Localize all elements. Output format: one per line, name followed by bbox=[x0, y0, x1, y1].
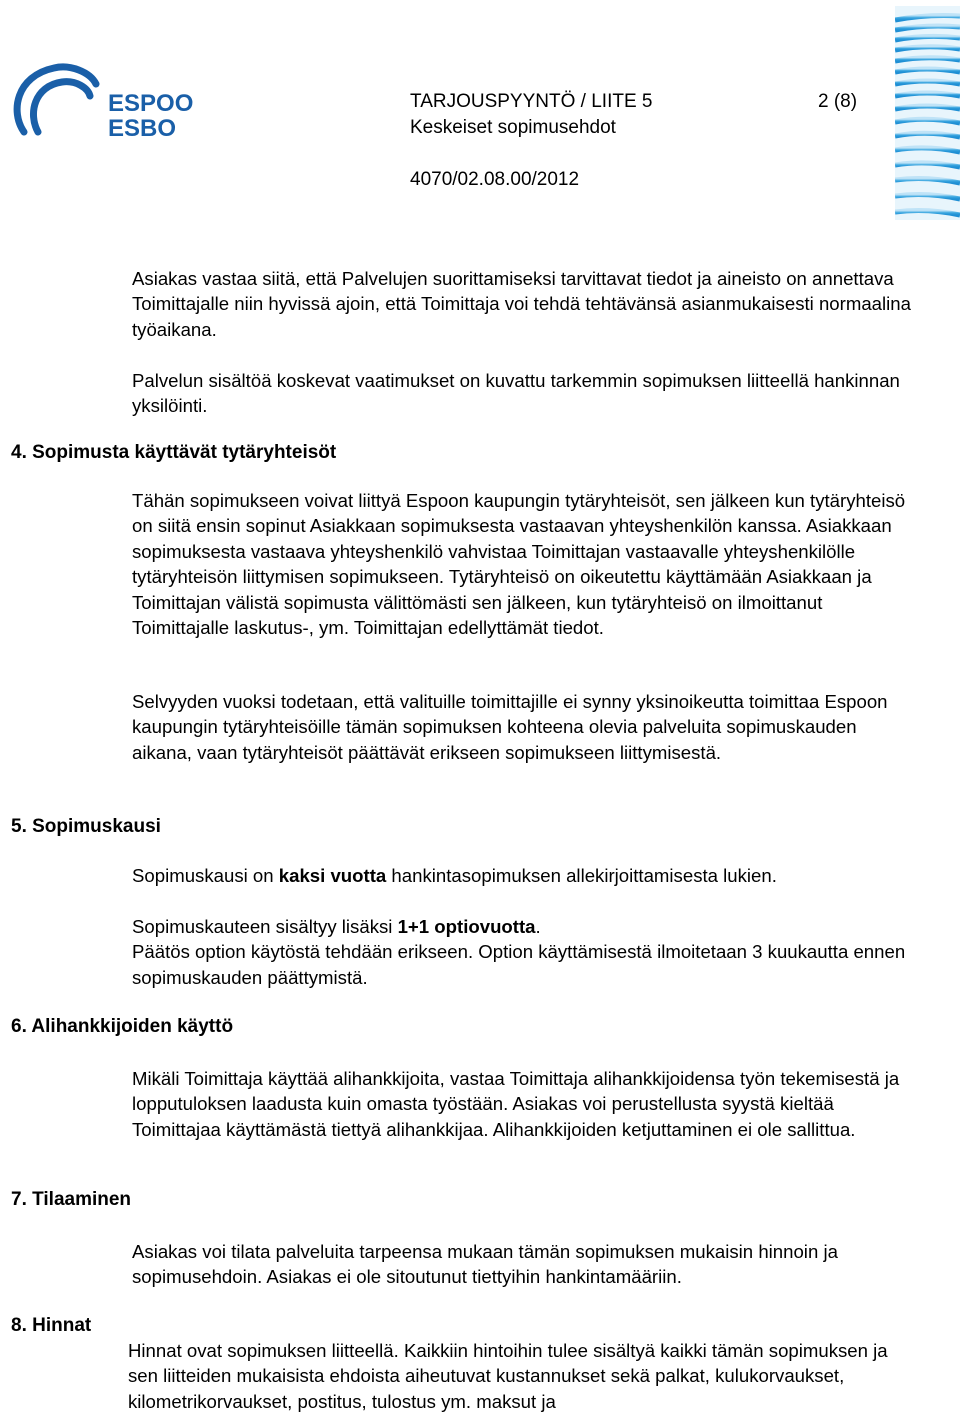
contract-period-text-b: hankintasopimuksen allekirjoittamisesta lukien. bbox=[386, 865, 777, 886]
section-heading-6: 6. Alihankkijoiden käyttö bbox=[11, 1016, 234, 1037]
paragraph-subsidiaries: Tähän sopimukseen voivat liittyä Espoon kaupungin tytäryhteisöt, sen jälkeen kun tytäryhteisö on siitä ensin sopinut Asiakkaan sopimuksesta vastaavan yhteyshenkilön kanssa. Asiakkaan sopimuksesta vastaava yhteyshenkilö vahvistaa Toimittajan vastaavalle yhteyshenkilölle tytäryhteisön liittymisen sopimukseen. Tytäryhteisö on oikeutettu käyttämään Asiakkaan ja Toimittajan välistä sopimusta välittömästi sen jälkeen, kun tytäryhteisö on ilmoittanut Toimittajalle laskutus-, ym. Toimittajan edellyttämät tiedot. bbox=[132, 490, 906, 639]
logo-text-espoo: ESPOO bbox=[108, 90, 194, 117]
logo-text-esbo: ESBO bbox=[108, 115, 177, 142]
paragraph-no-exclusivity: Selvyyden vuoksi todetaan, että valituille toimittajille ei synny yksinoikeutta toimittaa Espoon kaupungin tytäryhteisöille tämän sopimuksen kohteena olevia palveluita sopimuskauden aikana, vaan tytäryhteisöt päättävät erikseen sopimukseen liittymisestä. bbox=[132, 691, 888, 763]
paragraph-information-obligation: Asiakas vastaa siitä, että Palvelujen suorittamiseksi tarvittavat tiedot ja aineisto on annettava Toimittajalle niin hyvissä ajoin, että Toimittaja voi tehdä tehtävänsä asianmukaisesti normaalina työaikana. bbox=[132, 268, 911, 340]
wave-emblem-icon bbox=[17, 67, 96, 132]
document-subtitle: Keskeiset sopimusehdot bbox=[410, 117, 616, 138]
page-number: 2 (8) bbox=[818, 91, 858, 112]
section-heading-4: 4. Sopimusta käyttävät tytäryhteisöt bbox=[11, 442, 337, 463]
paragraph-option-years bbox=[132, 914, 912, 990]
document-title: TARJOUSPYYNTÖ / LIITE 5 bbox=[410, 91, 653, 112]
option-years-text-b: . bbox=[535, 916, 541, 937]
section-heading-7: 7. Tilaaminen bbox=[11, 1189, 132, 1210]
paragraph-service-requirements: Palvelun sisältöä koskevat vaatimukset on kuvattu tarkemmin sopimuksen liitteellä hankinnan yksilöinti. bbox=[132, 370, 900, 417]
paragraph-ordering: Asiakas voi tilata palveluita tarpeensa mukaan tämän sopimuksen mukaisin hinnoin ja sopimusehdoin. Asiakas ei ole sitoutunut tiettyihin hankintamääriin. bbox=[132, 1241, 838, 1288]
section-heading-5: 5. Sopimuskausi bbox=[11, 816, 161, 837]
option-years-text-c: Päätös option käytöstä tehdään erikseen. Option käyttämisestä ilmoitetaan 3 kuukautta ennen sopimuskauden päättymistä. bbox=[132, 941, 906, 988]
paragraph-subcontractors: Mikäli Toimittaja käyttää alihankkijoita, vastaa Toimittaja alihankkijoidensa työn tekemisestä ja lopputuloksen laadusta kuin omasta työstään. Asiakas voi perustellusta syystä kieltää Toimittajaa käyttämästä tiettyä alihankkijaa. Alihankkijoiden ketjuttaminen ei ole sallittua. bbox=[132, 1068, 900, 1140]
decorative-stripes bbox=[895, 6, 960, 220]
section-heading-8: 8. Hinnat bbox=[11, 1315, 92, 1336]
espoo-logo bbox=[4, 56, 194, 146]
paragraph-contract-period bbox=[132, 863, 932, 888]
paragraph-prices: Hinnat ovat sopimuksen liitteellä. Kaikkiin hintoihin tulee sisältyä kaikki tämän sopimuksen ja sen liitteiden mukaisista ehdoista aiheutuvat kustannukset sekä palkat, kulukorvaukset, kilometrikorvaukset, postitus, tulostus ym. maksut ja bbox=[128, 1340, 888, 1412]
option-years-text-a: Sopimuskauteen sisältyy lisäksi bbox=[132, 916, 398, 937]
document-number: 4070/02.08.00/2012 bbox=[410, 169, 580, 190]
option-years-count: 1+1 optiovuotta bbox=[397, 916, 536, 937]
contract-period-text-a: Sopimuskausi on bbox=[132, 865, 279, 886]
contract-period-duration: kaksi vuotta bbox=[278, 865, 387, 886]
